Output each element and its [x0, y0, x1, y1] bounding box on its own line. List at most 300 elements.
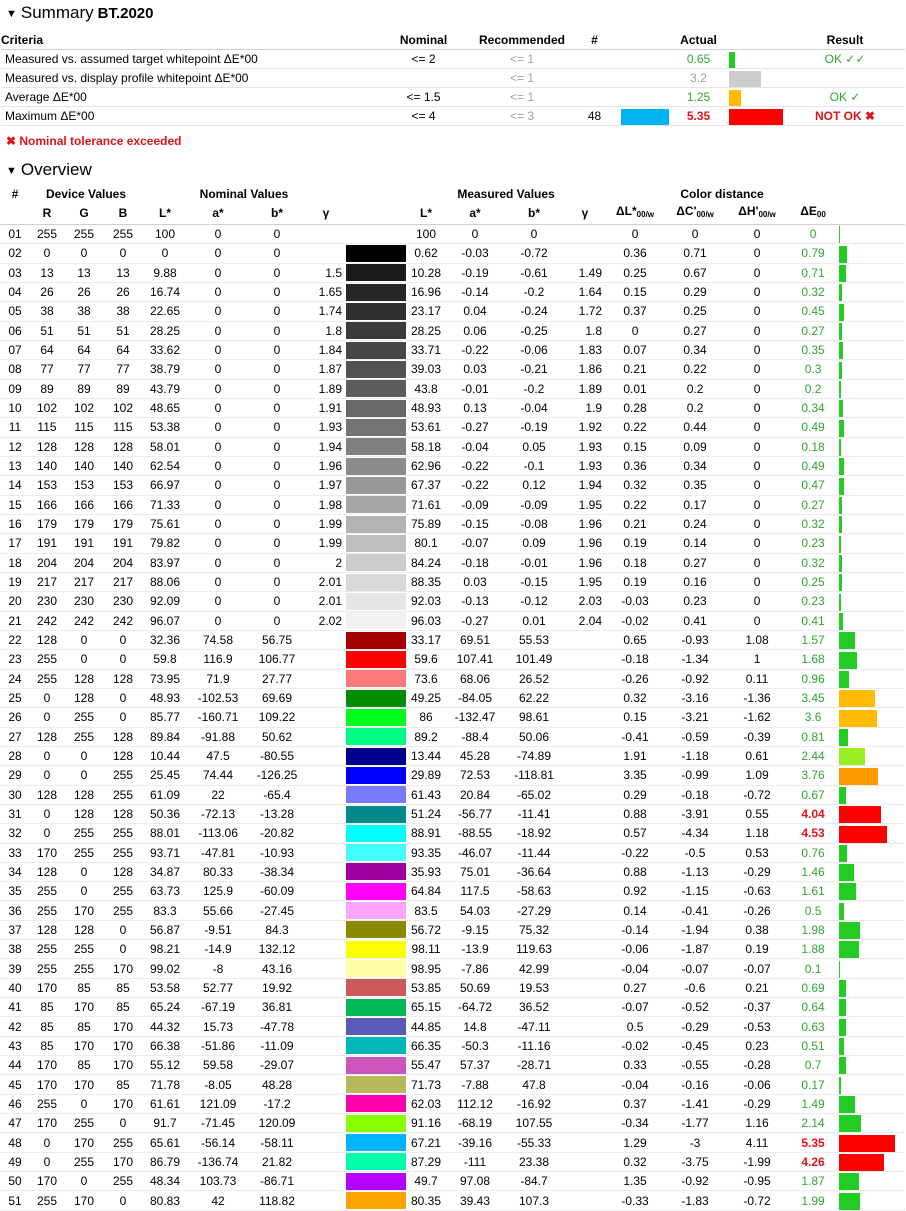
swatch-fill [346, 863, 406, 880]
measured-a: 57.37 [460, 1058, 491, 1073]
nominal-gamma [306, 1114, 346, 1133]
swatch-fill [346, 690, 406, 707]
col-delta-l: ΔL*00/w [616, 204, 655, 219]
delta-c: -3.91 [681, 807, 709, 821]
delta-l: -0.06 [621, 942, 649, 957]
nominal-b: 0 [273, 536, 281, 551]
nominal-a: 80.33 [202, 864, 234, 879]
delta-l: 0.37 [623, 304, 647, 319]
delta-e: 0.23 [801, 536, 825, 551]
measured-a: 0 [471, 227, 479, 242]
collapse-triangle-icon[interactable]: ▼ [6, 165, 17, 177]
actual-cell: 3.2 [690, 71, 707, 85]
swatch-fill [346, 226, 406, 243]
row-number: 47 [8, 1116, 22, 1131]
nominal-l: 33.62 [149, 343, 181, 358]
color-swatch [346, 785, 406, 804]
delta-c: -1.13 [681, 864, 709, 879]
measured-gamma: 1.86 [578, 362, 603, 377]
measured-gamma [564, 824, 606, 843]
delta-h: 0 [753, 420, 761, 435]
nominal-l: 83.97 [149, 555, 181, 570]
delta-e: 0.3 [804, 362, 822, 377]
measured-b: 36.52 [519, 1000, 550, 1015]
delta-c: -1.87 [681, 942, 709, 957]
delta-h: -1.36 [743, 691, 771, 706]
row-number: 21 [8, 613, 22, 628]
measured-l: 16.96 [411, 285, 442, 300]
delta-e: 0.47 [801, 478, 825, 493]
device-r: 255 [36, 942, 58, 957]
nominal-a: -9.51 [204, 922, 232, 937]
nominal-a: 0 [214, 613, 222, 628]
delta-e-bar-fill [839, 748, 865, 765]
color-swatch [346, 592, 406, 611]
delta-h: 0 [753, 536, 761, 551]
overview-row [0, 611, 905, 630]
nominal-l: 88.06 [149, 575, 181, 590]
nominal-gamma [306, 1017, 346, 1036]
nominal-b: 106.77 [258, 652, 296, 667]
device-r: 77 [40, 362, 54, 377]
nominal-b: 69.69 [261, 691, 293, 706]
nominal-b: -86.71 [259, 1174, 295, 1189]
overview-row [0, 418, 905, 437]
measured-gamma [564, 1191, 606, 1210]
delta-e-bar-fill [839, 1193, 860, 1210]
device-r: 0 [43, 691, 51, 706]
nominal-b: -29.07 [259, 1058, 295, 1073]
color-swatch [346, 379, 406, 398]
count-bar [621, 109, 669, 125]
row-number: 10 [8, 401, 22, 416]
overview-row [0, 785, 905, 804]
delta-l: 1.35 [623, 1174, 647, 1189]
row-number: 30 [8, 787, 22, 802]
measured-a: -0.27 [461, 613, 489, 628]
device-b: 128 [112, 729, 134, 744]
delta-e-bar-fill [839, 265, 846, 282]
criteria-cell: Average ΔE*00 [5, 90, 87, 104]
nominal-l: 44.32 [149, 1019, 181, 1034]
delta-e-bar [838, 940, 905, 959]
col-delta-e: ΔE00 [800, 204, 826, 219]
measured-b: -28.71 [517, 1058, 552, 1073]
measured-gamma [564, 688, 606, 707]
overview-row [0, 1017, 905, 1036]
result-cell [785, 69, 905, 88]
row-number: 44 [8, 1058, 22, 1073]
nominal-gamma [306, 1075, 346, 1094]
measured-gamma: 1.96 [578, 555, 603, 570]
overview-row [0, 998, 905, 1017]
overview-row [0, 708, 905, 727]
nominal-b: 0 [273, 401, 281, 416]
col-nominal-l: L* [159, 206, 171, 220]
row-number: 09 [8, 381, 22, 396]
nominal-a: 59.58 [202, 1058, 234, 1073]
collapse-triangle-icon[interactable]: ▼ [6, 8, 17, 20]
device-r: 64 [40, 343, 54, 358]
measured-l: 86 [419, 710, 433, 725]
nominal-l: 75.61 [149, 517, 181, 532]
overview-row [0, 1172, 905, 1191]
delta-c: 0.34 [683, 343, 707, 358]
delta-e: 0.32 [801, 555, 825, 570]
swatch-fill [346, 303, 406, 320]
nominal-a: 0 [214, 594, 222, 609]
nominal-gamma [306, 688, 346, 707]
device-g: 170 [73, 1038, 95, 1053]
nominal-gamma [306, 244, 346, 263]
measured-l: 67.37 [411, 478, 442, 493]
delta-e-bar [838, 1114, 905, 1133]
delta-c: 0.27 [683, 555, 707, 570]
measured-l: 98.95 [411, 961, 442, 976]
device-r: 170 [36, 1058, 58, 1073]
measured-b: 19.53 [519, 980, 550, 995]
delta-e: 0.32 [801, 285, 825, 300]
nominal-a: 0 [214, 227, 222, 242]
nominal-l: 63.73 [149, 884, 181, 899]
delta-l: 3.35 [623, 768, 647, 783]
measured-l: 87.29 [411, 1154, 442, 1169]
delta-e-bar [838, 225, 905, 244]
measured-b: 23.38 [519, 1154, 550, 1169]
swatch-fill [346, 767, 406, 784]
delta-e-bar-fill [839, 439, 841, 456]
color-swatch [346, 1094, 406, 1113]
measured-gamma: 1.94 [578, 478, 603, 493]
measured-l: 75.89 [411, 517, 442, 532]
delta-e: 0.23 [801, 594, 825, 609]
row-number: 01 [8, 227, 22, 242]
delta-h: 0 [753, 246, 761, 261]
measured-l: 59.6 [414, 652, 438, 667]
overview-row [0, 1056, 905, 1075]
measured-a: -0.09 [461, 497, 489, 512]
measured-b: -0.06 [520, 343, 548, 358]
row-number: 17 [8, 536, 22, 551]
delta-e-bar [838, 302, 905, 321]
measured-b: -0.09 [520, 497, 548, 512]
device-b: 191 [112, 536, 134, 551]
delta-l: 0.32 [623, 1154, 647, 1169]
device-g: 255 [73, 845, 95, 860]
measured-a: -13.9 [461, 942, 489, 957]
measured-l: 73.6 [414, 671, 438, 686]
color-swatch [346, 495, 406, 514]
swatch-fill [346, 921, 406, 938]
device-b: 0 [119, 1116, 127, 1131]
measured-a: 75.01 [460, 864, 491, 879]
row-number: 06 [8, 323, 22, 338]
nominal-l: 100 [154, 227, 176, 242]
device-r: 166 [36, 497, 58, 512]
nominal-gamma: 1.94 [318, 439, 343, 454]
nominal-b: 0 [273, 343, 281, 358]
overview-row [0, 1114, 905, 1133]
delta-h: 1.18 [745, 826, 769, 841]
count-bar-cell [617, 88, 672, 107]
row-number: 35 [8, 884, 22, 899]
swatch-fill [346, 651, 406, 668]
swatch-fill [346, 535, 406, 552]
nominal-gamma: 1.93 [318, 420, 343, 435]
measured-a: -0.14 [461, 285, 489, 300]
delta-c: -0.92 [681, 671, 709, 686]
delta-e-bar-fill [839, 999, 846, 1016]
nominal-gamma: 1.91 [318, 401, 343, 416]
measured-l: 62.96 [411, 459, 442, 474]
measured-gamma: 1.96 [578, 536, 603, 551]
row-number: 14 [8, 478, 22, 493]
device-g: 128 [73, 671, 95, 686]
col-delta-c: ΔC'00/w [676, 204, 714, 219]
recommended-cell: <= 1 [509, 90, 535, 104]
device-b: 140 [112, 459, 134, 474]
measured-b: -84.7 [520, 1174, 548, 1189]
measured-l: 53.85 [411, 980, 442, 995]
nominal-a: -91.88 [200, 729, 236, 744]
device-b: 128 [112, 749, 134, 764]
measured-l: 55.47 [411, 1058, 442, 1073]
nominal-a: 47.5 [206, 749, 230, 764]
delta-e-bar [838, 360, 905, 379]
swatch-fill [346, 999, 406, 1016]
overview-row [0, 592, 905, 611]
measured-gamma [564, 978, 606, 997]
device-b: 255 [112, 903, 134, 918]
color-swatch [346, 708, 406, 727]
delta-l: -0.02 [621, 1038, 649, 1053]
measured-gamma: 1.9 [585, 401, 603, 416]
device-g: 0 [80, 246, 88, 261]
color-swatch [346, 263, 406, 282]
measured-b: 62.22 [519, 691, 550, 706]
overview-row [0, 882, 905, 901]
col-result: Result [826, 33, 864, 47]
summary-header[interactable] [0, 1, 906, 25]
delta-e-bar [838, 495, 905, 514]
measured-l: 28.25 [411, 323, 442, 338]
color-swatch [346, 630, 406, 649]
nominal-gamma [306, 1172, 346, 1191]
color-swatch [346, 572, 406, 591]
measured-l: 51.24 [411, 807, 442, 821]
measured-a: 0.03 [463, 362, 487, 377]
delta-l: 0 [631, 227, 639, 242]
row-number: 19 [8, 575, 22, 590]
nominal-b: 19.92 [261, 980, 293, 995]
measured-gamma [564, 785, 606, 804]
row-number: 25 [8, 691, 22, 706]
device-r: 255 [36, 652, 58, 667]
delta-e: 0.5 [804, 903, 822, 918]
delta-c: 0.34 [683, 459, 707, 474]
device-g: 128 [73, 691, 95, 706]
delta-l: 0.21 [623, 517, 647, 532]
measured-a: 0.13 [463, 401, 487, 416]
measured-a: -56.77 [458, 807, 493, 821]
nominal-l: 65.61 [149, 1135, 181, 1150]
delta-h: 0 [753, 594, 761, 609]
nominal-b: 0 [273, 478, 281, 493]
device-r: 255 [36, 903, 58, 918]
device-b: 128 [112, 807, 134, 821]
device-r: 0 [43, 826, 51, 841]
measured-a: -111 [463, 1154, 487, 1169]
delta-e: 0.18 [801, 439, 825, 454]
swatch-fill [346, 1057, 406, 1074]
row-number: 22 [8, 633, 22, 648]
measured-gamma [564, 882, 606, 901]
nominal-gamma: 2.01 [318, 575, 343, 590]
device-b: 128 [112, 864, 134, 879]
row-number: 18 [8, 555, 22, 570]
delta-l: 0.5 [626, 1019, 644, 1034]
delta-c: -0.93 [681, 633, 709, 648]
delta-h: -0.29 [743, 1096, 771, 1111]
nominal-gamma [306, 746, 346, 765]
measured-b: -27.29 [517, 903, 552, 918]
measured-gamma [564, 1133, 606, 1152]
nominal-a: -102.53 [197, 691, 239, 706]
nominal-gamma [306, 225, 346, 244]
delta-h: -0.06 [743, 1077, 771, 1092]
device-g: 0 [80, 652, 88, 667]
nominal-l: 10.44 [149, 749, 181, 764]
nominal-l: 38.79 [149, 362, 181, 377]
swatch-fill [346, 806, 406, 823]
nominal-a: 0 [214, 246, 222, 261]
device-r: 128 [36, 729, 58, 744]
delta-e-bar [838, 998, 905, 1017]
nominal-cell: <= 2 [411, 52, 436, 66]
color-swatch [346, 978, 406, 997]
device-r: 170 [36, 1116, 58, 1131]
nominal-gamma [306, 727, 346, 746]
nominal-a: 121.09 [199, 1096, 237, 1111]
nominal-l: 71.78 [149, 1077, 181, 1092]
actual-bar-cell [725, 50, 785, 69]
color-swatch [346, 553, 406, 572]
result-cell: NOT OK ✖ [814, 109, 876, 123]
delta-h: -0.95 [743, 1174, 771, 1189]
nominal-gamma: 1.5 [325, 265, 343, 280]
count-cell: 48 [587, 109, 602, 123]
device-b: 102 [112, 401, 134, 416]
row-number: 48 [8, 1135, 22, 1150]
row-number: 07 [8, 343, 22, 358]
delta-c: -1.15 [681, 884, 709, 899]
nominal-gamma: 1.97 [318, 478, 343, 493]
nominal-l: 25.45 [149, 768, 181, 783]
delta-l: -0.14 [621, 922, 649, 937]
device-r: 255 [36, 1193, 58, 1208]
device-b: 85 [116, 1000, 130, 1015]
device-g: 13 [77, 265, 91, 280]
delta-c: -0.59 [681, 729, 709, 744]
delta-h: 0.61 [745, 749, 769, 764]
overview-row [0, 476, 905, 495]
overview-row [0, 495, 905, 514]
overview-row [0, 379, 905, 398]
nominal-l: 73.95 [149, 671, 181, 686]
row-number: 20 [8, 594, 22, 609]
swatch-fill [346, 902, 406, 919]
measured-l: 49.7 [414, 1174, 438, 1189]
device-r: 179 [36, 517, 58, 532]
nominal-gamma: 2.01 [318, 594, 343, 609]
delta-h: -0.26 [743, 903, 771, 918]
measured-l: 56.72 [411, 922, 442, 937]
measured-b: -55.33 [517, 1135, 552, 1150]
row-number: 37 [8, 922, 22, 937]
nominal-l: 98.21 [149, 942, 181, 957]
measured-b: 101.49 [515, 652, 553, 667]
nominal-b: 0 [273, 420, 281, 435]
delta-l: -0.07 [621, 1000, 649, 1015]
delta-h: 0 [753, 517, 761, 532]
delta-e-bar-fill [839, 420, 844, 437]
summary-title: Summary [20, 3, 94, 22]
nominal-b: -65.4 [263, 787, 291, 802]
device-b: 0 [119, 691, 127, 706]
overview-row [0, 1075, 905, 1094]
delta-e-bar-fill [839, 478, 844, 495]
nominal-gamma: 1.8 [325, 323, 343, 338]
delta-h: 0 [753, 285, 761, 300]
nominal-gamma [306, 1036, 346, 1055]
delta-e: 0.49 [801, 420, 825, 435]
swatch-fill [346, 496, 406, 513]
delta-c: 0.14 [683, 536, 707, 551]
delta-h: -0.29 [743, 864, 771, 879]
measured-l: 80.1 [414, 536, 438, 551]
row-number: 39 [8, 961, 22, 976]
delta-l: 0.33 [623, 1058, 647, 1073]
device-g: 255 [73, 1116, 95, 1131]
overview-header[interactable] [0, 158, 906, 182]
swatch-fill [346, 748, 406, 765]
delta-c: -0.5 [684, 845, 706, 860]
measured-gamma [564, 804, 606, 823]
delta-e-bar-fill [839, 671, 849, 688]
group-color-distance: Color distance [680, 187, 764, 201]
nominal-b: -126.25 [256, 768, 298, 783]
measured-gamma: 1.49 [578, 265, 603, 280]
measured-gamma [564, 901, 606, 920]
row-number: 50 [8, 1174, 22, 1189]
device-b: 0 [119, 246, 127, 261]
overview-row [0, 321, 905, 340]
device-g: 0 [80, 768, 88, 783]
measured-b: 75.32 [519, 922, 550, 937]
nominal-l: 66.97 [149, 478, 181, 493]
delta-h: 0 [753, 459, 761, 474]
measured-gamma: 1.64 [578, 285, 603, 300]
delta-e: 0.76 [801, 845, 825, 860]
row-number: 11 [8, 420, 22, 435]
nominal-b: -17.2 [263, 1096, 291, 1111]
delta-h: 1.16 [745, 1116, 769, 1131]
delta-h: -1.99 [743, 1154, 771, 1169]
delta-l: -0.41 [621, 729, 649, 744]
device-b: 0 [119, 633, 127, 648]
color-swatch [346, 1172, 406, 1191]
actual-cell: 1.25 [686, 90, 711, 104]
